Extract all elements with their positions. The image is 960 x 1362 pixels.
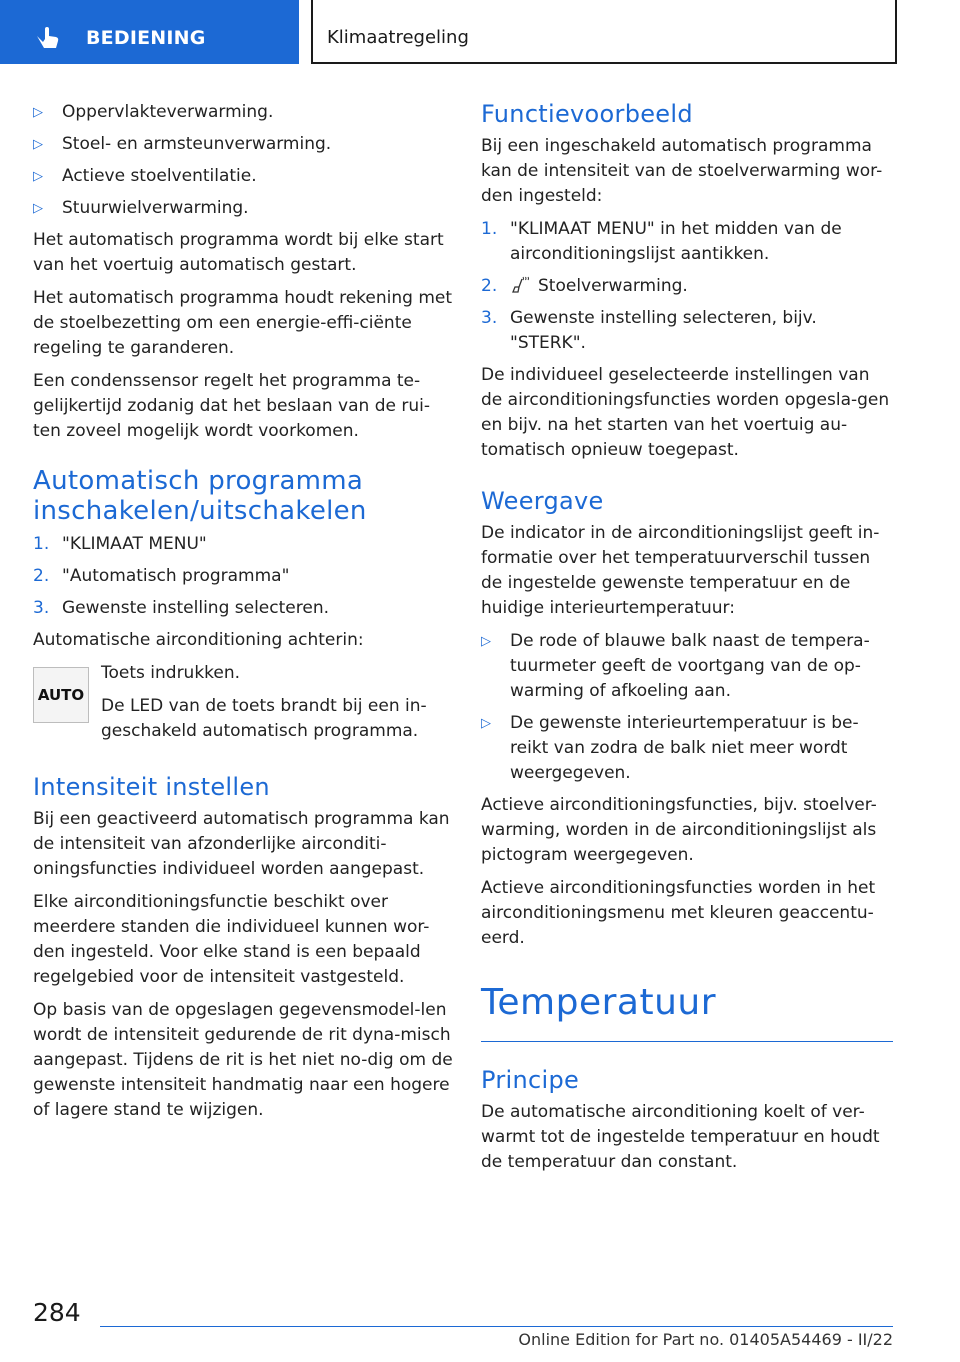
list-item: ▷ De rode of blauwe balk naast de tempera-tuurmeter geeft de voortgang van de op-warming of afkoeling aan. xyxy=(481,631,870,701)
right-column xyxy=(481,100,893,1183)
auto-button-row xyxy=(33,661,453,749)
paragraph: Bij een ingeschakeld automatisch programma kan de intensiteit van de stoelverwarming wor-den ingesteld: xyxy=(481,136,883,206)
list-item: ▷ Stoel- en armsteunverwarming. xyxy=(33,132,453,157)
hand-pointer-icon xyxy=(34,26,62,50)
section-tab xyxy=(0,0,299,64)
paragraph: Het automatisch programma wordt bij elke start van het voertuig automatisch gestart. xyxy=(33,230,444,275)
list-item: ▷ Stuurwielverwarming. xyxy=(33,196,453,221)
paragraph: Automatische airconditioning achterin: xyxy=(33,630,364,650)
bullet-icon: ▷ xyxy=(33,137,43,152)
heading-principle: Principe xyxy=(481,1066,580,1094)
paragraph: De indicator in de airconditioningslijst geeft in-formatie over het temperatuurverschil tussen de ingestelde gewenste temperatuur en de huidige interieurtemperatuur: xyxy=(481,523,880,618)
step-item: 3. Gewenste instelling selecteren. xyxy=(33,598,329,618)
list-item: ▷ Oppervlakteverwarming. xyxy=(33,100,453,125)
heading-auto-program: Automatisch programma inschakelen/uitschakelen xyxy=(33,466,367,526)
paragraph: Bij een geactiveerd automatisch programma kan de intensiteit van afzonderlijke airconditi-oningsfuncties individueel worden aangepast. xyxy=(33,809,450,879)
heading-function-example: Functievoorbeeld xyxy=(481,100,693,128)
step-item: 1. "KLIMAAT MENU" xyxy=(33,534,207,554)
bullet-icon: ▷ xyxy=(481,716,491,731)
bullet-icon: ▷ xyxy=(481,634,491,649)
paragraph: Op basis van de opgeslagen gegevensmodel-len wordt de intensiteit gedurende de rit dyna-misch aangepast. Tijdens de rit is het niet no-dig om de gewenste intensiteit handmatig naar een hogere of lagere stand te wijzigen. xyxy=(33,1000,453,1120)
section-label: BEDIENING xyxy=(86,27,206,49)
footer-edition: Online Edition for Part no. 01405A54469 - II/22 xyxy=(518,1330,893,1349)
bullet-icon: ▷ xyxy=(33,201,43,216)
paragraph: De individueel geselecteerde instellingen van de airconditioningsfuncties worden opgesla-gen en bijv. na het starten van het voertuig au-tomatisch opnieuw toegepast. xyxy=(481,365,890,460)
paragraph: De automatische airconditioning koelt of ver-warmt tot de ingestelde temperatuur en houdt de temperatuur dan constant. xyxy=(481,1102,880,1172)
heading-display: Weergave xyxy=(481,487,604,515)
step-item: 1. "KLIMAAT MENU" in het midden van de airconditioningslijst aantikken. xyxy=(481,219,842,264)
paragraph: Het automatisch programma houdt rekening met de stoelbezetting om een energie-effi-ciënte regeling te garanderen. xyxy=(33,288,452,358)
bullet-icon: ▷ xyxy=(33,105,43,120)
paragraph: Actieve airconditioningsfuncties worden in het airconditioningsmenu met kleuren geaccentu-eerd. xyxy=(481,878,876,948)
seat-heating-icon xyxy=(510,276,530,294)
step-item: 2. Stoelverwarming. xyxy=(481,276,688,296)
chapter-title: Klimaatregeling xyxy=(327,27,469,48)
step-item: 2. "Automatisch programma" xyxy=(33,566,290,586)
auto-button-text: Toets indrukken. De LED van de toets brandt bij een in-geschakeld automatisch programma. xyxy=(101,663,427,741)
footer-divider xyxy=(100,1326,893,1327)
auto-button-icon: AUTO xyxy=(33,667,89,723)
paragraph: Een condenssensor regelt het programma te-gelijkertijd zodanig dat het beslaan van de rui-ten zoveel mogelijk wordt voorkomen. xyxy=(33,371,430,441)
paragraph: Elke airconditioningsfunctie beschikt over meerdere standen die individueel kunnen wor-den ingesteld. Voor elke stand is een bepaald regelgebied voor de intensiteit vastgesteld. xyxy=(33,892,430,987)
heading-temperature: Temperatuur xyxy=(481,981,893,1042)
left-column xyxy=(33,100,453,1131)
heading-intensity: Intensiteit instellen xyxy=(33,773,270,801)
list-item: ▷ Actieve stoelventilatie. xyxy=(33,164,453,189)
step-item: 3. Gewenste instelling selecteren, bijv. "STERK". xyxy=(481,308,817,353)
chapter-box xyxy=(311,0,897,64)
page-number: 284 xyxy=(33,1298,81,1327)
list-item: ▷ De gewenste interieurtemperatuur is be-reikt van zodra de balk niet meer wordt weergegeven. xyxy=(481,713,859,783)
paragraph: Actieve airconditioningsfuncties, bijv. stoelver-warming, worden in de airconditioningslijst als pictogram weergegeven. xyxy=(481,795,877,865)
bullet-icon: ▷ xyxy=(33,169,43,184)
